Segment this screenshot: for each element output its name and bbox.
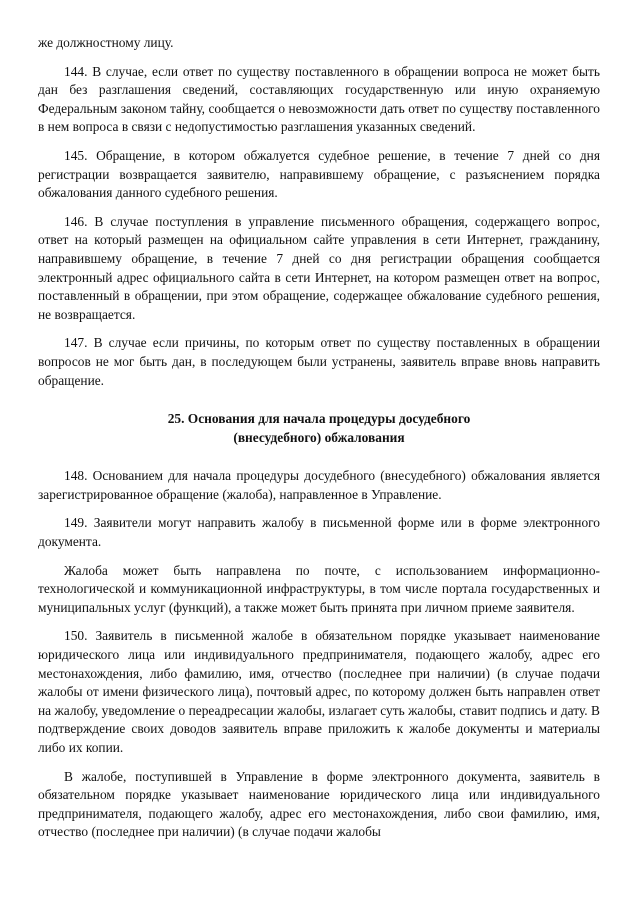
paragraph-150: 150. Заявитель в письменной жалобе в обязательном порядке указывает наименование юридического лица или индивидуального предпринимателя, подающего жалобу, адрес его местонахождения, либо фамилию, имя, отчество (последнее при наличии) (в случае подачи жалобы от имени физического лица), почтовый адрес, по которому должен быть направлен ответ на жалобу, уведомление о переадресации жалобы, излагает суть жалобы, ставит подпись и дату. В подтверждение своих доводов заявитель вправе приложить к жалобе документы и материалы либо их копии. (38, 628, 600, 755)
paragraph-146: 146. В случае поступления в управление письменного обращения, содержащего вопрос, ответ на который размещен на официальном сайте управления в сети Интернет, гражданину, направившему обращение, в течение 7 дней со дня регистрации обращения сообщается электронный адрес официального сайта в сети Интернет, на котором размещен ответ на вопрос, поставленный в обращении, при этом обращение, содержащее обжалование судебного решения, не возвращается. (38, 213, 600, 322)
section-heading-line-2: (внесудебного) обжалования (233, 429, 405, 445)
paragraph-149: 149. Заявители могут направить жалобу в письменной форме или в форме электронного документа. (38, 515, 600, 550)
paragraph-148: 148. Основанием для начала процедуры досудебного (внесудебного) обжалования является зарегистрированное обращение (жалоба), направленное в Управление. (38, 468, 600, 502)
paragraph-continuation: же должностному лицу. (38, 35, 174, 50)
paragraph-144: 144. В случае, если ответ по существу поставленного в обращении вопроса не может быть дан без разглашения сведений, составляющих государственную или иную охраняемую Федеральным законом тайну, сообщается о невозможности дать ответ по существу поставленного в нем вопроса в связи с недопустимостью разглашения указанных сведений. (38, 63, 600, 135)
paragraph-149-complaint-channels: Жалоба может быть направлена по почте, с использованием информационно-технологической и коммуникационной инфраструктуры, в том числе портала государственных и муниципальных услуг (функций), а также может быть принята при личном приеме заявителя. (38, 562, 600, 615)
paragraph-147: 147. В случае если причины, по которым ответ по существу поставленных в обращении вопросов не мог быть дан, в последующем были устранены, заявитель вправе вновь направить обращение. (38, 335, 600, 388)
section-heading (38, 410, 600, 447)
section-heading-line-1: 25. Основания для начала процедуры досудебного (167, 411, 471, 427)
paragraph-145: 145. Обращение, в котором обжалуется судебное решение, в течение 7 дней со дня регистрации возвращается заявителю, направившему обращение, с разъяснением порядка обжалования данного судебного решения. (38, 147, 600, 201)
paragraph-150-electronic: В жалобе, поступившей в Управление в форме электронного документа, заявитель в обязательном порядке указывает наименование юридического лица или индивидуального предпринимателя, подающего жалобу, адрес его местонахождения, либо свои фамилию, имя, отчество (последнее при наличии) (в случае подачи жалобы (38, 768, 600, 840)
